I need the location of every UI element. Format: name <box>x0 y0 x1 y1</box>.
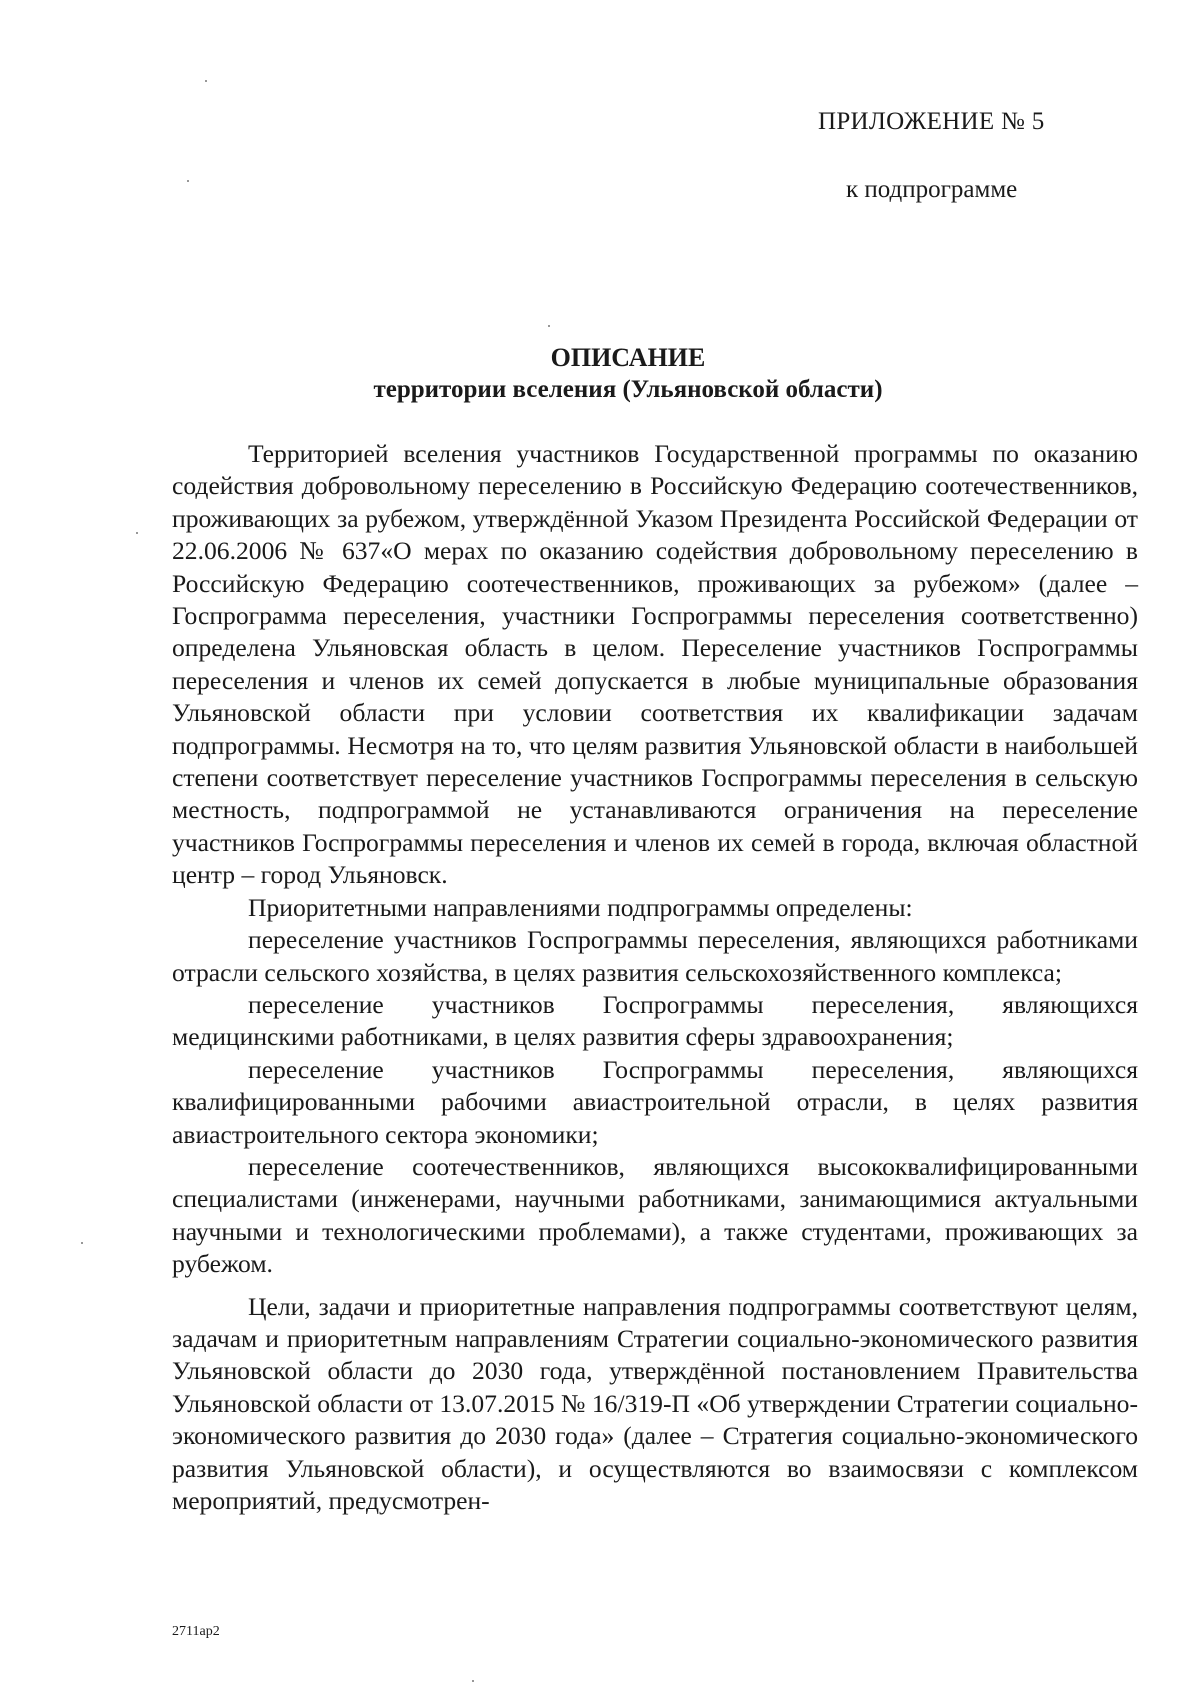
paragraph-goals-strategy: Цели, задачи и приоритетные направления подпрограммы соответствуют целям, задачам и приоритетным направлениям Стратегии социально-экономического развития Ульяновской области до 2030 года, утверждённой постановлением Правительства Ульяновской области от 13.07.2015 № 16/319-П «Об утверждении Стратегии социально-экономического развития до 2030 года» (далее – Стратегия социально-экономического развития Ульяновской области), и осуществляются во взаимосвязи с комплексом мероприятий, предусмотрен- <box>172 1291 1138 1515</box>
paragraph-priority-medicine: переселение участников Госпрограммы переселения, являющихся медицинскими работниками, в целях развития сферы здравоохранения; <box>172 989 1138 1052</box>
scan-speck <box>187 180 189 182</box>
scan-speck <box>548 325 550 327</box>
document-subtitle: территории вселения (Ульяновской области) <box>373 376 883 403</box>
footer-document-code: 2711ap2 <box>172 1624 220 1639</box>
document-title: ОПИСАНИЕ <box>550 343 706 372</box>
scan-speck <box>205 80 207 82</box>
paragraph-priority-specialists: переселение соотечественников, являющихся высококвалифицированными специалистами (инженерами, научными работниками, занимающимися актуальными научными и технологическими проблемами), а также студентами, проживающих за рубежом. <box>172 1151 1138 1279</box>
paragraph-priority-agriculture: переселение участников Госпрограммы переселения, являющихся работниками отрасли сельского хозяйства, в целях развития сельскохозяйственного комплекса; <box>172 925 1138 987</box>
paragraph-priority-aviation: переселение участников Госпрограммы переселения, являющихся квалифицированными рабочими авиастроительной отрасли, в целях развития авиастроительного сектора экономики; <box>172 1054 1138 1149</box>
scan-speck <box>136 532 138 534</box>
scan-speck <box>472 1680 474 1682</box>
paragraph-priorities-intro: Приоритетными направлениями подпрограммы определены: <box>248 892 913 922</box>
paragraph-territory: Территорией вселения участников Государственной программы по оказанию содействия добровольному переселению в Российскую Федерацию соотечественников, проживающих за рубежом, утверждённой Указом Президента Российской Федерации от 22.06.2006 № 637«О мерах по оказанию содействия добровольному переселению в Российскую Федерацию соотечественников, проживающих за рубежом» (далее – Госпрограмма переселения, участники Госпрограммы переселения соответственно) определена Ульяновская область в целом. Переселение участников Госпрограммы переселения и членов их семей допускается в любые муниципальные образования Ульяновской области при условии соответствия их квалификации задачам подпрограммы. Несмотря на то, что целям развития Ульяновской области в наибольшей степени соответствует переселение участников Госпрограммы переселения в сельскую местность, подпрограммой не устанавливаются ограничения на переселение участников Госпрограммы переселения и членов их семей в города, включая областной центр – город Ульяновск. <box>172 439 1138 890</box>
appendix-title: ПРИЛОЖЕНИЕ № 5 <box>818 108 1045 135</box>
appendix-subtitle: к подпрограмме <box>846 176 1018 203</box>
document-body <box>172 438 1138 1517</box>
scan-speck <box>81 1242 83 1244</box>
